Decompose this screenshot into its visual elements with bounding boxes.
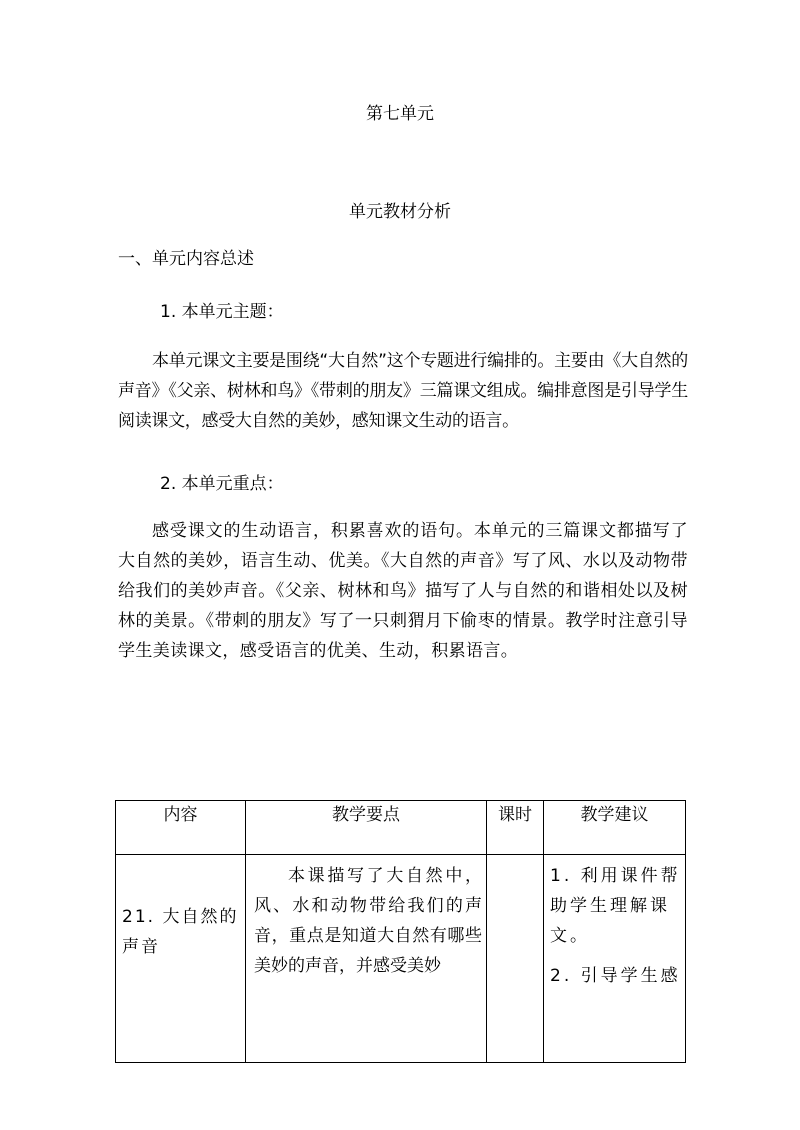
suggestion-item: 2. 引导学生感 [550, 966, 681, 986]
lesson-plan-table [115, 800, 686, 1063]
focus-heading: 2. 本单元重点： [160, 474, 284, 494]
table-header-row [116, 801, 686, 855]
cell-teaching-suggestions [544, 855, 686, 1063]
section-heading: 一、单元内容总述 [118, 249, 254, 269]
cell-teaching-points: 本课描写了大自然中，风、水和动物带给我们的声音，重点是知道大自然有哪些美妙的声音，并感受美妙 [246, 855, 487, 1063]
theme-heading: 1. 本单元主题： [160, 302, 284, 322]
suggestion-item: 1. 利用课件帮助学生理解课文。 [550, 866, 681, 946]
unit-title: 第七单元 [366, 104, 434, 124]
header-teaching-points: 教学要点 [246, 801, 487, 855]
header-class-hours: 课时 [487, 801, 544, 855]
cell-content: 21. 大自然的声音 [116, 855, 246, 1063]
focus-paragraph: 感受课文的生动语言，积累喜欢的语句。本单元的三篇课文都描写了大自然的美妙，语言生动、优美。《大自然的声音》写了风、水以及动物带给我们的美妙声音。《父亲、树林和鸟》描写了人与自然的和谐相处以及树林的美景。《带刺的朋友》写了一只刺猬月下偷枣的情景。教学时注意引导学生美读课文，感受语言的优美、生动，积累语言。 [118, 521, 688, 661]
theme-paragraph: 本单元课文主要是围绕“大自然”这个专题进行编排的。主要由《大自然的声音》《父亲、树林和鸟》《带刺的朋友》三篇课文组成。编排意图是引导学生阅读课文，感受大自然的美妙，感知课文生动的语言。 [118, 351, 688, 431]
analysis-title: 单元教材分析 [349, 202, 451, 222]
header-teaching-suggestions: 教学建议 [544, 801, 686, 855]
table-row [116, 855, 686, 1063]
header-content: 内容 [116, 801, 246, 855]
cell-class-hours [487, 855, 544, 1063]
